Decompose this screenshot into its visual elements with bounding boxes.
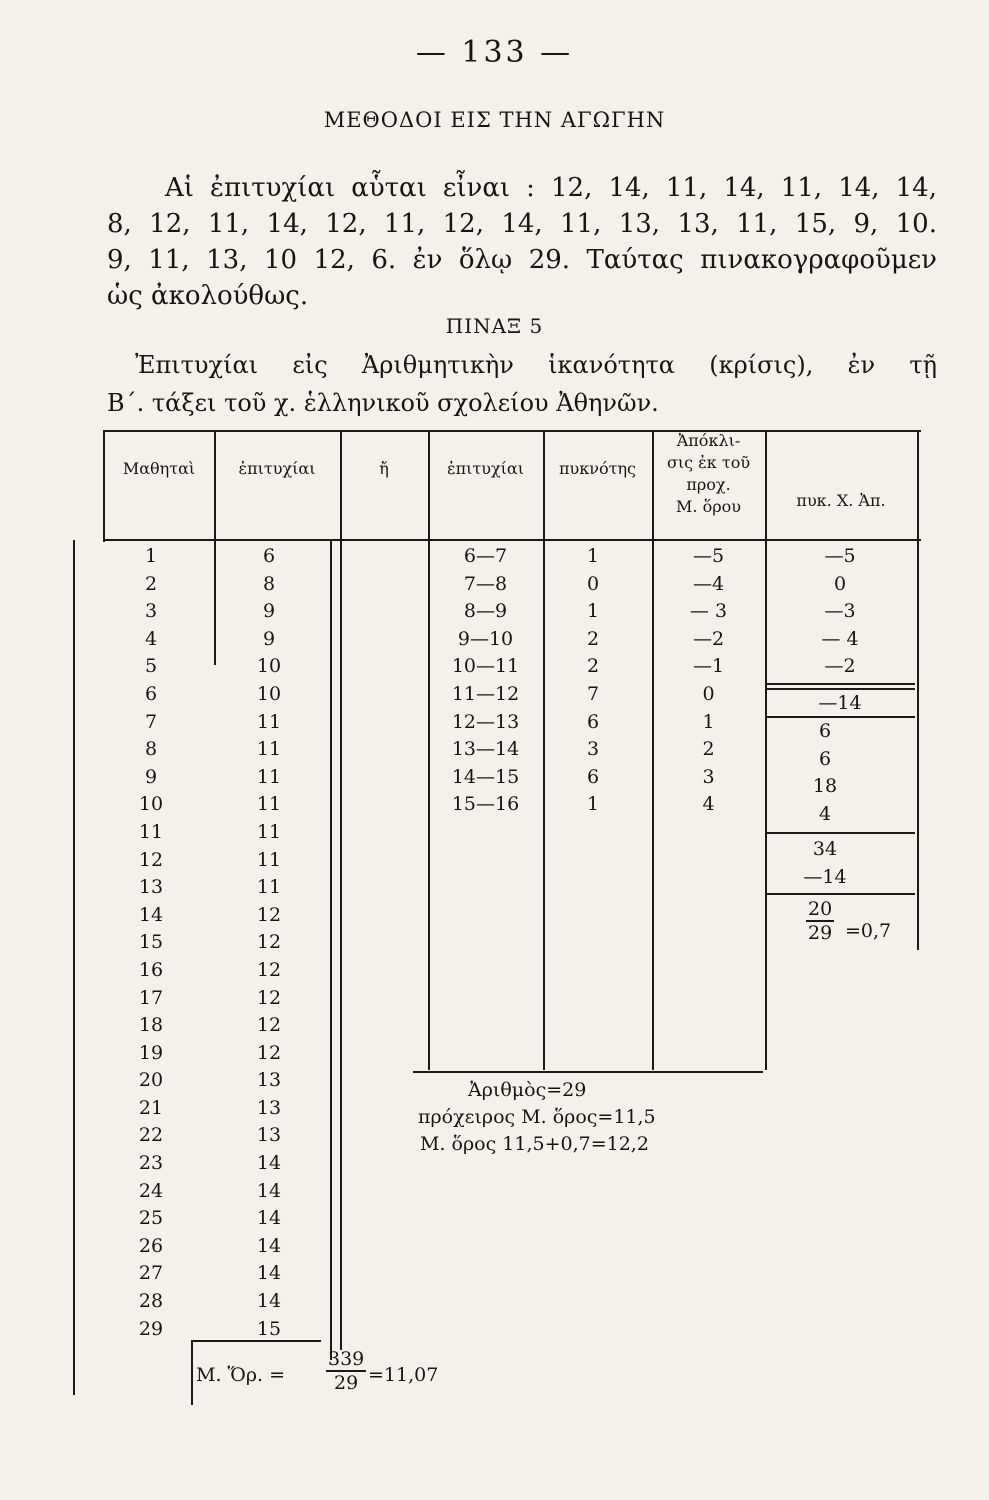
student-number: 12 (138, 848, 164, 871)
products-negative-column (765, 543, 915, 681)
mean-result: =11,07 (368, 1364, 439, 1386)
product-neg-cell: — 4 (821, 627, 859, 650)
mean-rule (191, 1340, 193, 1405)
frequency-cell: 6 (586, 765, 600, 788)
student-number: 15 (138, 931, 164, 954)
col-rule-2 (340, 430, 342, 1350)
student-number: 3 (144, 600, 158, 623)
score-cell: 12 (256, 1041, 282, 1064)
score-cell: 14 (256, 1179, 282, 1202)
score-cell: 14 (256, 1290, 282, 1313)
product-pos-cell: 6 (818, 747, 832, 770)
deviation-cell: —4 (692, 572, 725, 595)
ratio-result: =0,7 (845, 920, 892, 942)
student-number: 14 (138, 903, 164, 926)
intro-line-2: 8, 12, 11, 14, 12, 11, 12, 14, 11, 13, 13, 11, 15, 9, 10. (107, 209, 937, 239)
student-number: 21 (138, 1096, 164, 1119)
score-cell: 11 (256, 820, 282, 843)
summary-provisional-mean: πρόχειρος Μ. ὅρος=11,5 (418, 1106, 656, 1128)
student-number: 22 (138, 1124, 164, 1147)
score-cell: 12 (256, 958, 282, 981)
score-cell: 14 (256, 1234, 282, 1257)
header-deviation-l4: Μ. ὅρου (676, 497, 741, 516)
deviation-cell: —5 (692, 545, 725, 567)
interval-cell: 15—16 (451, 793, 520, 816)
score-cell: 14 (256, 1207, 282, 1230)
interval-cell: 9—10 (457, 627, 514, 650)
student-number: 19 (138, 1041, 164, 1064)
frequency-cell: 2 (586, 627, 600, 650)
table-title: ΠΙΝΑΞ 5 (445, 314, 544, 338)
student-number: 16 (138, 958, 164, 981)
product-neg-cell: 0 (833, 572, 847, 595)
score-cell: 11 (256, 765, 282, 788)
table-left-rule (103, 430, 105, 542)
header-deviation (652, 430, 765, 518)
score-cell: 8 (262, 572, 276, 595)
deviation-cell: —2 (692, 627, 725, 650)
caption-line-2: Β΄. τάξει τοῦ χ. ἑλληνικοῦ σχολείου Ἀθηνῶν. (107, 389, 659, 417)
deviation-cell: — 3 (689, 600, 728, 623)
interval-cell: 10—11 (451, 655, 520, 678)
student-number: 17 (138, 986, 164, 1009)
score-cell: 9 (262, 600, 276, 623)
neg-sum-rule (765, 683, 915, 685)
summary-mean: Μ. ὅρος 11,5+0,7=12,2 (420, 1133, 649, 1155)
students-column (103, 543, 199, 1343)
score-cell: 14 (256, 1152, 282, 1175)
intro-paragraph (107, 170, 937, 314)
score-cell: 13 (256, 1069, 282, 1092)
score-cell: 12 (256, 931, 282, 954)
frequency-cell: 2 (586, 655, 600, 678)
left-margin-rule (73, 540, 75, 1395)
summary-rule (413, 1071, 763, 1073)
page-number: — 133 — (415, 35, 574, 70)
table-top-rule (103, 430, 921, 432)
student-number: 11 (138, 820, 164, 843)
interval-cell: 11—12 (451, 682, 520, 705)
student-number: 1 (144, 545, 158, 567)
header-deviation-l2: σις ἐκ τοῦ (666, 453, 751, 472)
score-cell: 12 (256, 903, 282, 926)
score-cell: 10 (256, 655, 282, 678)
interval-cell: 8—9 (463, 600, 508, 623)
score-cell: 11 (256, 793, 282, 816)
header-deviation-l3: προχ. (686, 475, 731, 494)
header-product: πυκ. Χ. Ἀπ. (796, 491, 886, 510)
col-rule-7 (917, 430, 919, 950)
header-deviation-l1: Ἀπόκλι- (676, 431, 741, 450)
products-neg-sum: —14 (818, 692, 862, 714)
products-pos-sum: 34 (812, 838, 838, 860)
products-positive-column (765, 718, 885, 828)
student-number: 10 (138, 793, 164, 816)
header-successes: ἐπιτυχίαι (238, 459, 316, 478)
student-number: 23 (138, 1152, 164, 1175)
deviation-cell: 4 (702, 793, 715, 816)
deviation-cell: 3 (702, 765, 715, 788)
deviation-cell: —1 (692, 655, 725, 678)
col-rule-2b (330, 540, 332, 1360)
product-neg-cell: —3 (824, 600, 856, 623)
score-cell: 11 (256, 848, 282, 871)
running-title: ΜΕΘΟΔΟΙ ΕΙΣ ΤΗΝ ΑΓΩΓΗΝ (323, 108, 666, 132)
student-number: 26 (138, 1234, 164, 1257)
student-number: 25 (138, 1207, 164, 1230)
mean-fraction (326, 1348, 366, 1394)
deviation-cell: 2 (702, 738, 715, 761)
table-header-rule (103, 539, 921, 541)
student-number: 6 (144, 682, 158, 705)
frequency-cell: 1 (586, 545, 600, 567)
student-number: 20 (138, 1069, 164, 1092)
student-number: 4 (144, 627, 158, 650)
header-students: Μαθηταὶ (122, 459, 196, 478)
score-cell: 11 (256, 738, 282, 761)
intervals-column (428, 543, 543, 819)
table-caption (107, 346, 937, 422)
student-number: 29 (138, 1317, 164, 1340)
score-cell: 14 (256, 1262, 282, 1285)
intro-line-3: 9, 11, 13, 10 12, 6. ἐν ὅλῳ 29. Ταύτας πινακογραφοῦμεν (107, 245, 937, 275)
ratio-fraction (806, 898, 834, 944)
score-cell: 12 (256, 1014, 282, 1037)
student-number: 27 (138, 1262, 164, 1285)
score-cell: 15 (256, 1317, 282, 1340)
product-pos-cell: 6 (818, 720, 832, 742)
mean-label: Μ. Ὅρ. = (196, 1364, 286, 1386)
frequency-cell: 6 (586, 710, 600, 733)
score-cell: 11 (256, 710, 282, 733)
student-number: 24 (138, 1179, 164, 1202)
interval-cell: 14—15 (451, 765, 520, 788)
products-subtract: —14 (803, 866, 847, 888)
frequency-cell: 1 (586, 793, 600, 816)
intro-line-1: Αἱ ἐπιτυχίαι αὗται εἶναι : 12, 14, 11, 14, 11, 14, 14, (165, 173, 937, 203)
ratio-denominator: 29 (808, 922, 833, 944)
header-or: ἤ (379, 459, 389, 478)
pos-sum-rule (765, 832, 915, 834)
score-cell: 6 (262, 545, 276, 567)
student-number: 8 (144, 738, 158, 761)
summary-block (418, 1077, 656, 1158)
interval-cell: 13—14 (451, 738, 520, 761)
score-cell: 13 (256, 1096, 282, 1119)
scores-column (214, 543, 324, 1343)
ratio-numerator: 20 (808, 898, 833, 920)
score-cell: 9 (262, 627, 276, 650)
caption-line-1: Ἐπιτυχίαι εἰς Ἀριθμητικὴν ἱκανότητα (κρίσις), ἐν τῇ (135, 351, 937, 379)
score-cell: 11 (256, 876, 282, 899)
interval-cell: 12—13 (451, 710, 520, 733)
intro-line-4: ὡς ἀκολούθως. (107, 281, 309, 311)
frequency-cell: 7 (586, 682, 600, 705)
frequencies-column (543, 543, 643, 819)
student-number: 2 (144, 572, 158, 595)
summary-count: Ἀριθμὸς=29 (468, 1079, 587, 1101)
product-neg-cell: —2 (824, 655, 856, 678)
score-cell: 13 (256, 1124, 282, 1147)
frequency-cell: 3 (586, 738, 600, 761)
score-cell: 12 (256, 986, 282, 1009)
mean-top-rule (191, 1340, 321, 1342)
student-number: 9 (144, 765, 158, 788)
product-neg-cell: —5 (824, 545, 856, 567)
student-number: 5 (144, 655, 158, 678)
interval-cell: 7—8 (463, 572, 508, 595)
student-number: 7 (144, 710, 158, 733)
mean-denominator: 29 (334, 1372, 359, 1394)
student-number: 13 (138, 876, 164, 899)
deviations-column (652, 543, 765, 819)
frequency-cell: 0 (586, 572, 600, 595)
diff-rule (765, 893, 915, 895)
product-pos-cell: 18 (812, 775, 838, 798)
deviation-cell: 1 (702, 710, 715, 733)
frequency-cell: 1 (586, 600, 600, 623)
interval-cell: 6—7 (463, 545, 508, 567)
student-number: 28 (138, 1290, 164, 1313)
score-cell: 10 (256, 682, 282, 705)
deviation-cell: 0 (702, 682, 715, 705)
student-number: 18 (138, 1014, 164, 1037)
header-frequency: πυκνότης (559, 459, 636, 478)
product-pos-cell: 4 (818, 802, 832, 825)
header-successes-2: ἐπιτυχίαι (447, 459, 524, 478)
mean-numerator: 339 (328, 1348, 365, 1370)
